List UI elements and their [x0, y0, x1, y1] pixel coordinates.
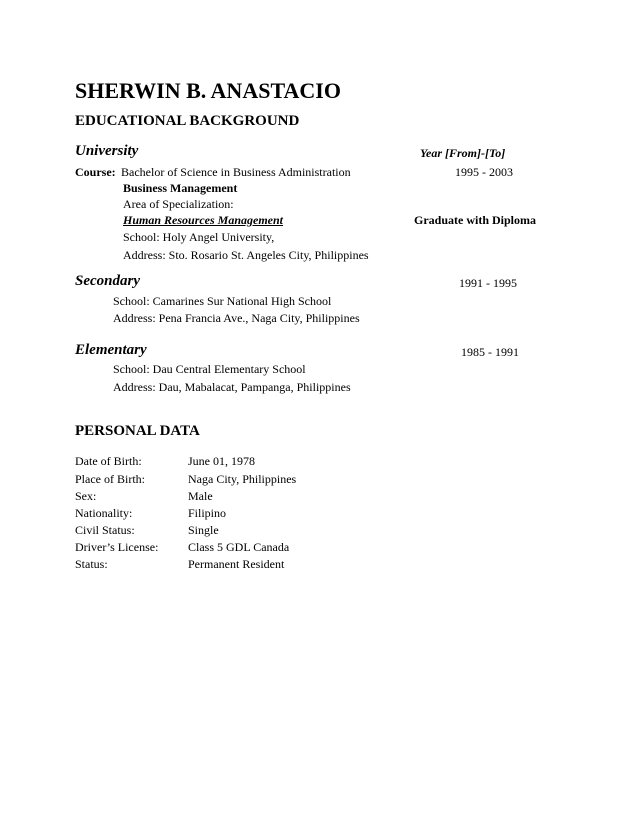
- major-value: Business Management: [123, 181, 238, 195]
- personal-value: June 01, 1978: [188, 454, 255, 468]
- personal-label: Place of Birth:: [75, 472, 145, 486]
- personal-value: Filipino: [188, 506, 227, 520]
- education-heading: EDUCATIONAL BACKGROUND: [75, 113, 300, 129]
- personal-value: Single: [188, 523, 219, 537]
- honor-value: Graduate with Diploma: [414, 213, 537, 227]
- secondary-school: School: Camarines Sur National High School: [113, 294, 332, 308]
- university-school: School: Holy Angel University,: [123, 230, 275, 244]
- specialization-label: Area of Specialization:: [123, 197, 234, 211]
- elementary-years: 1985 - 1991: [461, 345, 519, 359]
- personal-label: Date of Birth:: [75, 454, 142, 468]
- personal-value: Male: [188, 489, 213, 503]
- personal-label: Nationality:: [75, 506, 133, 520]
- personal-label: Driver’s License:: [75, 540, 159, 554]
- resume-name: SHERWIN B. ANASTACIO: [75, 78, 341, 103]
- personal-label: Sex:: [75, 489, 97, 503]
- personal-heading: PERSONAL DATA: [75, 423, 200, 439]
- university-address: Address: Sto. Rosario St. Angeles City, Philippines: [123, 248, 369, 262]
- year-header: Year [From]-[To]: [420, 146, 506, 160]
- elementary-address: Address: Dau, Mabalacat, Pampanga, Philippines: [113, 380, 351, 394]
- specialization-value: Human Resources Management: [123, 213, 284, 227]
- personal-label: Status:: [75, 557, 108, 571]
- elementary-title: Elementary: [75, 342, 147, 358]
- course-value: Bachelor of Science in Business Administration: [121, 165, 351, 179]
- course-label: Course:: [75, 165, 116, 179]
- secondary-address: Address: Pena Francia Ave., Naga City, Philippines: [113, 311, 360, 325]
- secondary-title: Secondary: [75, 273, 140, 289]
- personal-value: Naga City, Philippines: [188, 472, 297, 486]
- university-years: 1995 - 2003: [455, 165, 513, 179]
- elementary-school: School: Dau Central Elementary School: [113, 362, 306, 376]
- personal-value: Class 5 GDL Canada: [188, 540, 290, 554]
- personal-value: Permanent Resident: [188, 557, 285, 571]
- personal-label: Civil Status:: [75, 523, 135, 537]
- secondary-years: 1991 - 1995: [459, 276, 517, 290]
- university-title: University: [75, 143, 139, 159]
